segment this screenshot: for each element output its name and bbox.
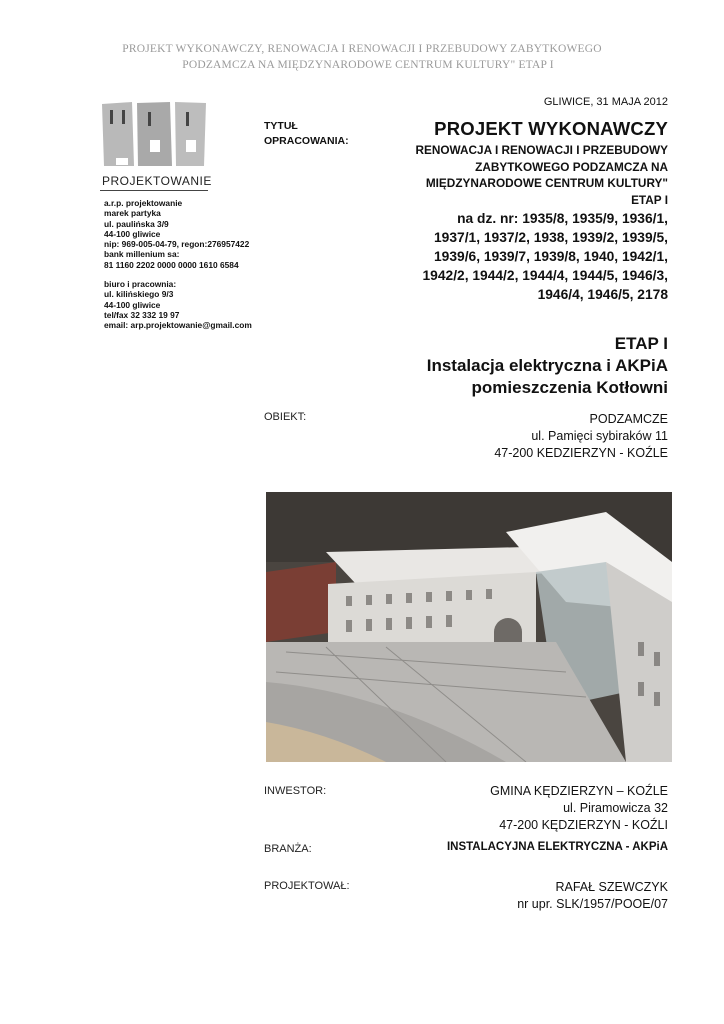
subtitle-line: ZABYTKOWEGO PODZAMCZA NA (475, 159, 668, 174)
contact-line: ul. paulińska 3/9 (104, 218, 169, 229)
contact-line: ul. kilińskiego 9/3 (104, 289, 174, 300)
object-line: PODZAMCZE (589, 412, 668, 426)
contact-line: email: arp.projektowanie@gmail.com (104, 320, 252, 331)
branch-value: INSTALACYJNA ELEKTRYCZNA - AKPiA (446, 841, 668, 853)
logo-brand-text: PROJEKTOWANIE (102, 174, 212, 188)
contact-line: 44-100 gliwice (104, 228, 161, 239)
title-label-line: OPRACOWANIA: (264, 135, 349, 147)
architectural-model-photo (266, 492, 672, 762)
contact-line: 81 1160 2202 0000 0000 1610 6584 (104, 259, 239, 270)
stage-block (340, 333, 668, 399)
object-label: OBIEKT: (264, 411, 307, 423)
subtitle-line: MIĘDZYNARODOWE CENTRUM KULTURY" (425, 176, 668, 190)
company-contact-block (104, 198, 252, 331)
designer-license: nr upr. SLK/1957/POOE/07 (517, 897, 668, 911)
contact-line: nip: 969-005-04-79, regon:276957422 (104, 239, 250, 250)
subtitle-line: ETAP I (631, 192, 668, 207)
header-line-1: PROJEKT WYKONAWCZY, RENOWACJA I RENOWACJI I PRZEBUDOWY ZABYTKOWEGO (122, 43, 602, 55)
contact-line: biuro i pracownia: (104, 279, 177, 290)
title-label (264, 119, 349, 149)
object-address (400, 411, 668, 462)
branch-label: BRANŻA: (264, 843, 312, 855)
investor-label: INWESTOR: (264, 785, 327, 797)
parcel-numbers (340, 209, 668, 304)
parcel-line: 1946/4, 1946/5, 2178 (537, 287, 668, 302)
subtitle-line: RENOWACJA I RENOWACJI I PRZEBUDOWY (415, 143, 668, 157)
document-date: GLIWICE, 31 MAJA 2012 (543, 96, 668, 108)
parcel-line: na dz. nr: 1935/8, 1935/9, 1936/1, (457, 211, 668, 226)
company-logo (100, 100, 208, 168)
object-line: ul. Pamięci sybiraków 11 (531, 429, 668, 443)
designer-info (400, 879, 668, 913)
object-line: 47-200 KEDZIERZYN - KOŹLE (494, 446, 668, 460)
title-label-line: TYTUŁ (264, 120, 298, 132)
contact-line: a.r.p. projektowanie (104, 198, 183, 208)
investor-line: 47-200 KĘDZIERZYN - KOŹLI (499, 818, 668, 832)
contact-spacer (104, 270, 252, 279)
contact-line: marek partyka (104, 208, 161, 219)
investor-line: GMINA KĘDZIERZYN – KOŹLE (490, 784, 668, 798)
contact-line: 44-100 gliwice (104, 299, 161, 310)
logo-divider (100, 190, 208, 191)
contact-line: bank millenium sa: (104, 249, 180, 260)
investor-info (400, 783, 668, 834)
header-line-2: PODZAMCZA NA MIĘDZYNARODOWE CENTRUM KULTURY" ETAP I (182, 59, 554, 71)
parcel-line: 1937/1, 1937/2, 1938, 1939/2, 1939/5, (434, 230, 668, 245)
designer-name: RAFAŁ SZEWCZYK (555, 880, 668, 894)
designer-label: PROJEKTOWAŁ: (264, 880, 350, 892)
contact-line: tel/fax 32 332 19 97 (104, 309, 180, 320)
title-subtitle (360, 142, 668, 208)
parcel-line: 1942/2, 1944/2, 1944/4, 1944/5, 1946/3, (422, 268, 668, 283)
stage-line-1: ETAP I (614, 334, 668, 353)
investor-line: ul. Piramowicza 32 (563, 801, 668, 815)
document-title: PROJEKT WYKONAWCZY (434, 118, 668, 139)
stage-line-3: pomieszczenia Kotłowni (471, 378, 668, 397)
stage-line-2: Instalacja elektryczna i AKPiA (426, 356, 668, 375)
parcel-line: 1939/6, 1939/7, 1939/8, 1940, 1942/1, (434, 249, 668, 264)
